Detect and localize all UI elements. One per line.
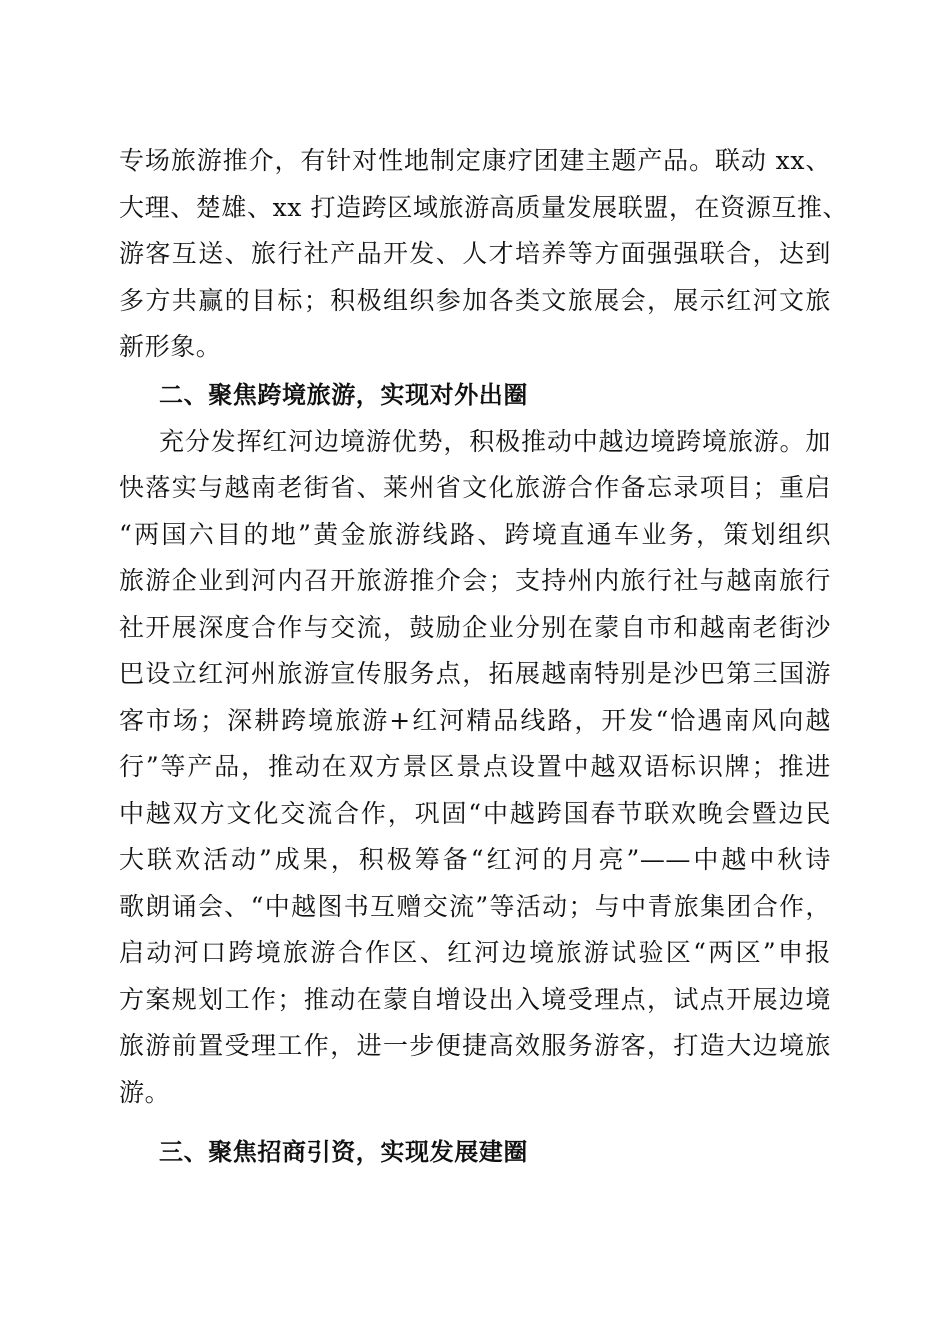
text-line: 客市场；深耕跨境旅游+红河精品线路，开发“恰遇南风向越 (119, 705, 831, 735)
text-line: 游客互送、旅行社产品开发、人才培养等方面强强联合，达到 (119, 239, 831, 268)
text-line: 快落实与越南老街省、莱州省文化旅游合作备忘录项目；重启 (119, 473, 831, 502)
section-heading-3: 三、聚焦招商引资，实现发展建圈 (159, 1138, 528, 1166)
text-line: 充分发挥红河边境游优势，积极推动中越边境跨境旅游。加 (159, 426, 831, 456)
spacer (119, 1116, 831, 1128)
text-line: 巴设立红河州旅游宣传服务点，拓展越南特别是沙巴第三国游 (119, 659, 831, 688)
text-line: 歌朗诵会、“中越图书互赠交流”等活动；与中青旅集团合作， (119, 891, 831, 921)
text-line: 方案规划工作；推动在蒙自增设出入境受理点，试点开展边境 (119, 984, 831, 1014)
text-line: 游。 (119, 1077, 171, 1107)
section-heading-2: 二、聚焦跨境旅游，实现对外出圈 (159, 380, 528, 409)
paragraph-cross-border-tourism (119, 419, 831, 1117)
text-line: 行”等产品，推动在双方景区景点设置中越双语标识牌；推进 (119, 752, 831, 781)
text-line: 旅游前置受理工作，进一步便捷高效服务游客，打造大边境旅 (119, 1031, 831, 1060)
text-line: 大理、楚雄、xx 打造跨区域旅游高质量发展联盟，在资源互推、 (119, 192, 849, 222)
document-body (119, 138, 849, 1176)
text-line: “两国六目的地”黄金旅游线路、跨境直通车业务，策划组织 (119, 519, 831, 549)
text-line: 新形象。 (119, 332, 222, 361)
paragraph-intro (119, 138, 849, 371)
text-line: 社开展深度合作与交流，鼓励企业分别在蒙自市和越南老街沙 (119, 612, 831, 642)
text-line: 多方共赢的目标；积极组织参加各类文旅展会，展示红河文旅 (119, 285, 831, 315)
text-line: 旅游企业到河内召开旅游推介会；支持州内旅行社与越南旅行 (119, 566, 831, 595)
text-line: 专场旅游推介，有针对性地制定康疗团建主题产品。联动 xx、 (119, 146, 831, 175)
text-line: 启动河口跨境旅游合作区、红河边境旅游试验区“两区”申报 (119, 938, 831, 967)
text-line: 大联欢活动”成果，积极筹备“红河的月亮”——中越中秋诗 (119, 845, 831, 874)
text-line: 中越双方文化交流合作，巩固“中越跨国春节联欢晚会暨边民 (119, 798, 831, 828)
